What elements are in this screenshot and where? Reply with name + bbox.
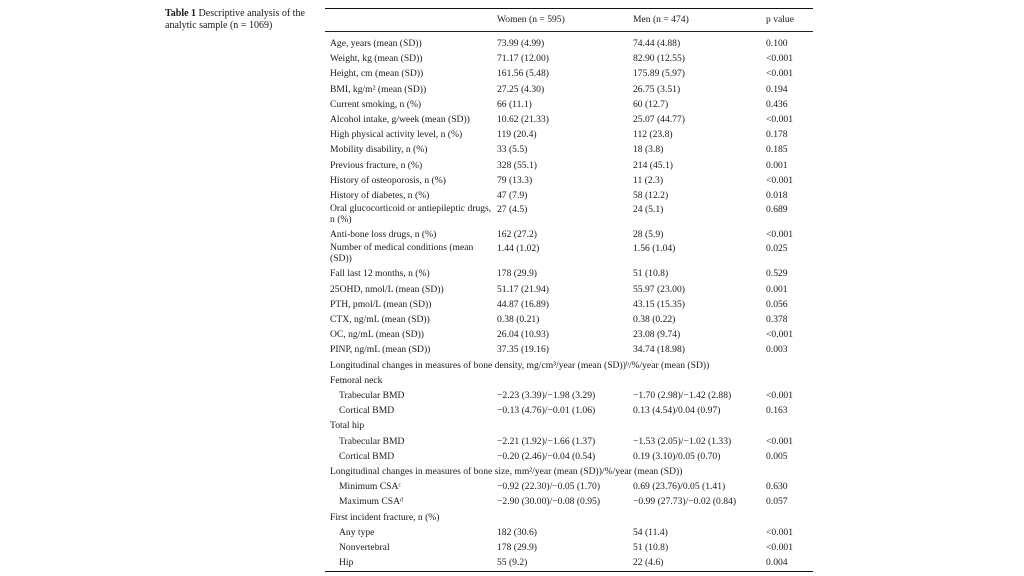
cell-women: 1.44 (1.02) [497, 243, 540, 255]
section-label: Longitudinal changes in measures of bone density, mg/cm³/year (mean (SD))ᵇ/%/year (mean (SD)) [330, 359, 710, 371]
cell-men: 24 (5.1) [633, 204, 664, 216]
table-bottom-rule [325, 571, 813, 572]
cell-women: 79 (13.3) [497, 174, 533, 186]
row-label: Cortical BMD [339, 450, 395, 462]
cell-men: 25.07 (44.77) [633, 114, 685, 126]
row-label: Oral glucocorticoid or antiepileptic drugs, n (%) [330, 203, 492, 226]
cell-men: 51 (10.8) [633, 268, 669, 280]
cell-men: −0.99 (27.73)/−0.02 (0.84) [633, 496, 737, 508]
table-section-row [325, 358, 813, 373]
cell-women: 0.38 (0.21) [497, 314, 540, 326]
row-label: 25OHD, nmol/L (mean (SD)) [330, 283, 444, 295]
table-row [325, 66, 813, 81]
cell-men: −1.53 (2.05)/−1.02 (1.33) [633, 435, 732, 447]
table-body [325, 36, 813, 571]
row-label: Any type [339, 526, 375, 538]
table-caption-label: Table 1 [165, 8, 197, 19]
cell-men: 175.89 (5.97) [633, 68, 685, 80]
cell-p-value: 0.001 [766, 159, 788, 171]
header-women: Women (n = 595) [497, 14, 565, 25]
table-row [325, 540, 813, 555]
row-label: Current smoking, n (%) [330, 98, 422, 110]
cell-p-value: <0.001 [766, 390, 793, 402]
cell-men: 55.97 (23.00) [633, 283, 685, 295]
table-row [325, 242, 813, 266]
cell-men: 1.56 (1.04) [633, 243, 676, 255]
cell-women: −0.92 (22.30)/−0.05 (1.70) [497, 481, 601, 493]
table-row [325, 158, 813, 173]
cell-women: 182 (30.6) [497, 526, 537, 538]
table-row [325, 203, 813, 227]
table-row [325, 188, 813, 203]
row-label: Trabecular BMD [339, 390, 405, 402]
cell-p-value: <0.001 [766, 114, 793, 126]
cell-p-value: 0.436 [766, 98, 788, 110]
cell-men: 74.44 (4.88) [633, 38, 681, 49]
row-label: Trabecular BMD [339, 435, 405, 447]
cell-women: 47 (7.9) [497, 190, 528, 202]
table-row [325, 449, 813, 464]
cell-men: 23.08 (9.74) [633, 329, 681, 341]
row-label: Anti-bone loss drugs, n (%) [330, 229, 437, 241]
row-label: Height, cm (mean (SD)) [330, 68, 424, 80]
cell-men: 54 (11.4) [633, 526, 668, 538]
table-section-row [325, 510, 813, 525]
table-section-row [325, 464, 813, 479]
cell-women: 44.87 (16.89) [497, 298, 549, 310]
table-row [325, 82, 813, 97]
cell-p-value: <0.001 [766, 329, 793, 341]
cell-women: 27.25 (4.30) [497, 83, 545, 95]
cell-women: −0.20 (2.46)/−0.04 (0.54) [497, 450, 596, 462]
table-section-row [325, 373, 813, 388]
cell-women: 26.04 (10.93) [497, 329, 549, 341]
cell-p-value: 0.163 [766, 405, 788, 417]
cell-women: 119 (20.4) [497, 129, 537, 141]
cell-women: 33 (5.5) [497, 144, 528, 156]
cell-women: 51.17 (21.94) [497, 283, 549, 295]
cell-men: 0.19 (3.10)/0.05 (0.70) [633, 450, 721, 462]
table-caption-text: Descriptive analysis of the analytic sample (n = 1069) [165, 8, 305, 31]
table-row [325, 112, 813, 127]
cell-women: 161.56 (5.48) [497, 68, 549, 80]
cell-p-value: 0.056 [766, 298, 788, 310]
cell-women: 71.17 (12.00) [497, 53, 549, 65]
cell-p-value: <0.001 [766, 229, 793, 241]
row-label: History of osteoporosis, n (%) [330, 174, 446, 186]
cell-men: 112 (23.8) [633, 129, 673, 141]
cell-p-value: 0.630 [766, 481, 788, 493]
table-row [325, 388, 813, 403]
table-row [325, 127, 813, 142]
table-row [325, 342, 813, 357]
cell-men: 18 (3.8) [633, 144, 664, 156]
cell-p-value: 0.005 [766, 450, 788, 462]
cell-p-value: <0.001 [766, 542, 793, 554]
cell-women: 178 (29.9) [497, 268, 537, 280]
table-row [325, 312, 813, 327]
cell-women: 178 (29.9) [497, 542, 537, 554]
section-label: Longitudinal changes in measures of bone size, mm²/year (mean (SD))/%/year (mean (SD)) [330, 466, 683, 478]
cell-women: −2.90 (30.00)/−0.08 (0.95) [497, 496, 601, 508]
cell-men: 0.38 (0.22) [633, 314, 676, 326]
data-table-body [325, 36, 813, 571]
cell-women: −2.21 (1.92)/−1.66 (1.37) [497, 435, 596, 447]
table-row [325, 297, 813, 312]
cell-men: 58 (12.2) [633, 190, 669, 202]
table-section-row [325, 418, 813, 433]
table-row [325, 51, 813, 66]
cell-women: 66 (11.1) [497, 98, 532, 110]
cell-women: 73.99 (4.99) [497, 38, 545, 49]
row-label: Hip [339, 557, 354, 569]
row-label: OC, ng/mL (mean (SD)) [330, 329, 424, 341]
cell-p-value: 0.194 [766, 83, 788, 95]
row-label: History of diabetes, n (%) [330, 190, 430, 202]
cell-p-value: 0.004 [766, 557, 788, 569]
row-label: High physical activity level, n (%) [330, 129, 463, 141]
cell-p-value: <0.001 [766, 526, 793, 538]
row-label: Nonvertebral [339, 542, 390, 554]
table-row [325, 494, 813, 509]
table-row [325, 97, 813, 112]
row-label: Weight, kg (mean (SD)) [330, 53, 423, 65]
cell-p-value: 0.529 [766, 268, 788, 280]
cell-women: 162 (27.2) [497, 229, 537, 241]
table-row [325, 266, 813, 281]
cell-men: 34.74 (18.98) [633, 344, 685, 356]
cell-p-value: 0.018 [766, 190, 788, 202]
cell-p-value: 0.001 [766, 283, 788, 295]
cell-p-value: 0.100 [766, 38, 788, 49]
row-label: PTH, pmol/L (mean (SD)) [330, 298, 432, 310]
cell-men: 82.90 (12.55) [633, 53, 685, 65]
cell-p-value: 0.689 [766, 204, 788, 216]
cell-men: 51 (10.8) [633, 542, 669, 554]
cell-women: 37.35 (19.16) [497, 344, 549, 356]
row-label: Age, years (mean (SD)) [330, 38, 422, 49]
row-label: BMI, kg/m² (mean (SD)) [330, 83, 427, 95]
cell-p-value: <0.001 [766, 68, 793, 80]
cell-men: −1.70 (2.98)/−1.42 (2.88) [633, 390, 732, 402]
table-row [325, 173, 813, 188]
cell-men: 11 (2.3) [633, 174, 664, 186]
descriptive-table [325, 8, 813, 572]
header-variable [325, 9, 497, 31]
row-label: Alcohol intake, g/week (mean (SD)) [330, 114, 470, 126]
row-label: Number of medical conditions (mean (SD)) [330, 242, 474, 265]
cell-p-value: 0.003 [766, 344, 788, 356]
row-label: Maximum CSAᵈ [339, 496, 404, 508]
row-label: PINP, ng/mL (mean (SD)) [330, 344, 431, 356]
row-label: Mobility disability, n (%) [330, 144, 428, 156]
table-row [325, 327, 813, 342]
row-label: CTX, ng/mL (mean (SD)) [330, 314, 430, 326]
cell-men: 26.75 (3.51) [633, 83, 681, 95]
section-label: Total hip [330, 420, 365, 432]
section-label: Femoral neck [330, 374, 383, 386]
cell-men: 0.69 (23.76)/0.05 (1.41) [633, 481, 726, 493]
table-row [325, 227, 813, 242]
cell-men: 0.13 (4.54)/0.04 (0.97) [633, 405, 721, 417]
table-row [325, 142, 813, 157]
cell-women: 328 (55.1) [497, 159, 537, 171]
cell-women: 27 (4.5) [497, 204, 528, 216]
table-header [325, 9, 813, 31]
cell-p-value: 0.057 [766, 496, 788, 508]
cell-women: 10.62 (21.33) [497, 114, 549, 126]
row-label: Minimum CSAᶜ [339, 481, 401, 493]
cell-women: 55 (9.2) [497, 557, 528, 569]
data-table [325, 9, 813, 31]
cell-p-value: 0.185 [766, 144, 788, 156]
row-label: Previous fracture, n (%) [330, 159, 423, 171]
cell-women: −2.23 (3.39)/−1.98 (3.29) [497, 390, 596, 402]
cell-men: 43.15 (15.35) [633, 298, 685, 310]
cell-p-value: 0.378 [766, 314, 788, 326]
table-row [325, 555, 813, 570]
cell-p-value: <0.001 [766, 435, 793, 447]
table-row [325, 434, 813, 449]
cell-men: 60 (12.7) [633, 98, 669, 110]
header-men: Men (n = 474) [633, 14, 689, 25]
row-label: Cortical BMD [339, 405, 395, 417]
table-row [325, 36, 813, 51]
cell-men: 28 (5.9) [633, 229, 664, 241]
table-row [325, 525, 813, 540]
cell-women: −0.13 (4.76)/−0.01 (1.06) [497, 405, 596, 417]
table-row [325, 479, 813, 494]
cell-men: 22 (4.6) [633, 557, 664, 569]
table-caption [165, 8, 315, 32]
cell-p-value: 0.178 [766, 129, 788, 141]
table-row [325, 282, 813, 297]
row-label: Fall last 12 months, n (%) [330, 268, 430, 280]
cell-p-value: <0.001 [766, 174, 793, 186]
header-p-value: p value [766, 14, 794, 25]
cell-men: 214 (45.1) [633, 159, 673, 171]
cell-p-value: <0.001 [766, 53, 793, 65]
table-row [325, 403, 813, 418]
cell-p-value: 0.025 [766, 243, 788, 255]
section-label: First incident fracture, n (%) [330, 511, 440, 523]
